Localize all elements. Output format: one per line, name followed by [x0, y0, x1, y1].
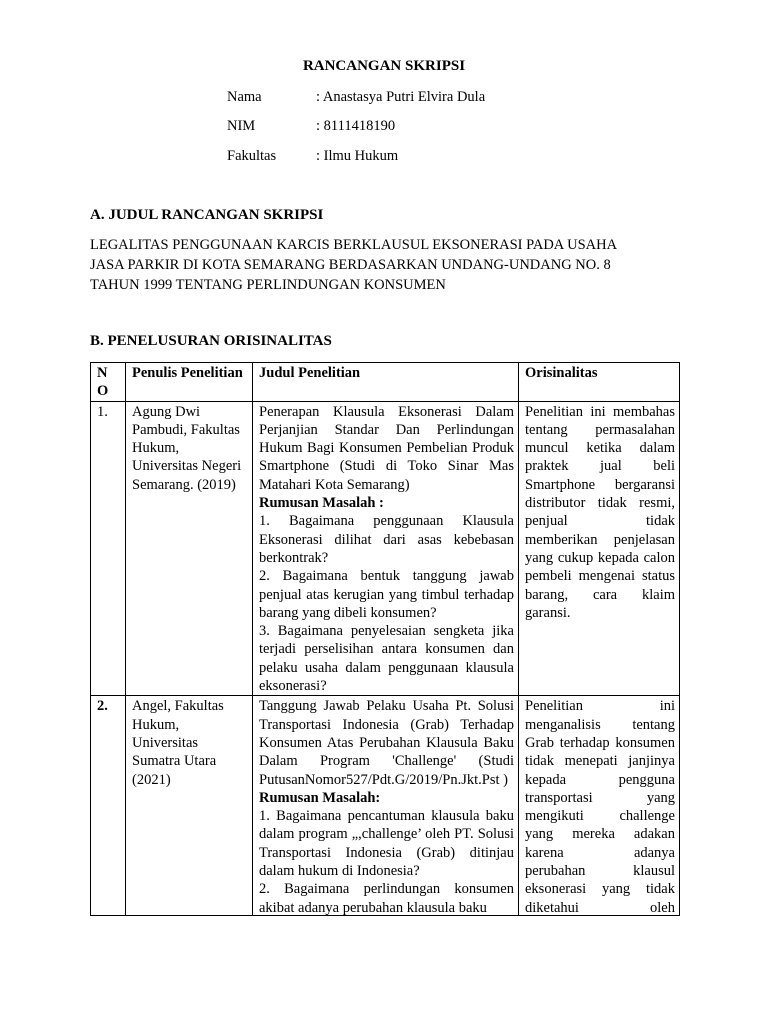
- row-title: Penerapan Klausula Eksonerasi Dalam Perjanjian Standar Dan Perlindungan Hukum Bagi Konsumen Pembelian Produk Smartphone (Studi di Toko Sinar Mas Matahari Kota Semarang): [259, 403, 514, 493]
- thesis-title-line: LEGALITAS PENGGUNAAN KARCIS BERKLAUSUL EKSONERASI PADA USAHA: [90, 237, 618, 253]
- originality-line: Penelitian ini: [525, 698, 675, 715]
- problem-item: 3. Bagaimana penyelesaian sengketa jika terjadi perselisihan antara konsumen dan pelaku usaha dalam penggunaan klausula eksonerasi?: [259, 623, 514, 695]
- originality-line: transportasi yang: [525, 789, 675, 806]
- table-row: [91, 696, 680, 916]
- originality-line: mengikuti challenge: [525, 808, 675, 825]
- header-originality: Orisinalitas: [519, 363, 680, 402]
- problem-item: 2. Bagaimana perlindungan konsumen akibat adanya perubahan klausula baku: [259, 881, 514, 916]
- originality-line: diketahui oleh: [525, 899, 675, 916]
- header-author: Penulis Penelitian: [126, 363, 253, 402]
- problem-item: 1. Bagaimana penggunaan Klausula Eksonerasi dilihat dari asas kebebasan berkontrak?: [259, 513, 514, 566]
- problem-formulation-label: Rumusan Masalah :: [259, 495, 384, 512]
- originality-line: eksonerasi yang tidak: [525, 881, 675, 898]
- nim-label: NIM: [227, 118, 256, 134]
- row-title: Tanggung Jawab Pelaku Usaha Pt. Solusi Transportasi Indonesia (Grab) Terhadap Konsumen Atas Perubahan Klausula Baku Dalam Program 'Challenge' (Studi PutusanNomor527/Pdt.G/2019/Pn.Jkt.Pst ): [259, 698, 514, 788]
- header-title: Judul Penelitian: [253, 363, 519, 402]
- originality-line: Grab terhadap konsumen: [525, 734, 675, 751]
- section-a-heading: A. JUDUL RANCANGAN SKRIPSI: [90, 207, 324, 223]
- originality-line: perubahan klausul: [525, 863, 675, 880]
- name-label: Nama: [227, 89, 262, 105]
- faculty-value: : Ilmu Hukum: [316, 148, 399, 164]
- originality-line: menganalisis tentang: [525, 716, 675, 733]
- thesis-title-line: TAHUN 1999 TENTANG PERLINDUNGAN KONSUMEN: [90, 277, 446, 293]
- row-number: 1.: [91, 401, 126, 696]
- faculty-label: Fakultas: [227, 148, 277, 164]
- originality-table: [90, 362, 680, 916]
- header-no: N O: [91, 363, 126, 402]
- row-number: 2.: [91, 696, 126, 916]
- originality-line: yang mereka adakan: [525, 826, 675, 843]
- thesis-title-line: JASA PARKIR DI KOTA SEMARANG BERDASARKAN UNDANG-UNDANG NO. 8: [90, 257, 611, 273]
- document-title: RANCANGAN SKRIPSI: [302, 58, 466, 74]
- thesis-title: [90, 235, 690, 295]
- row-title-cell: [253, 696, 519, 916]
- problem-item: 2. Bagaimana bentuk tanggung jawab penjual atas kerugian yang timbul terhadap barang yang dibeli konsumen?: [259, 568, 514, 621]
- nim-value: : 8111418190: [316, 118, 396, 134]
- originality-line: tidak menepati janjinya: [525, 753, 675, 770]
- row-author: Agung Dwi Pambudi, Fakultas Hukum, Universitas Negeri Semarang. (2019): [126, 401, 253, 696]
- row-originality: Penelitian ini membahas tentang permasalahan muncul ketika dalam praktek jual beli Smartphone bergaransi distributor tidak resmi, penjual tidak memberikan penjelasan yang cukup kepada calon pembeli mengenai status barang, cara klaim garansi.: [519, 401, 680, 696]
- originality-line: kepada pengguna: [525, 771, 675, 788]
- problem-formulation-label: Rumusan Masalah:: [259, 789, 381, 806]
- name-value: : Anastasya Putri Elvira Dula: [316, 89, 486, 105]
- problem-item: 1. Bagaimana pencantuman klausula baku dalam program „,challenge’ oleh PT. Solusi Transportasi Indonesia (Grab) ditinjau dalam hukum di Indonesia?: [259, 808, 514, 880]
- row-originality: [519, 696, 680, 916]
- table-row: [91, 401, 680, 696]
- section-b-heading: B. PENELUSURAN ORISINALITAS: [90, 333, 332, 349]
- row-title-cell: [253, 401, 519, 696]
- originality-line: karena adanya: [525, 844, 675, 861]
- row-author: Angel, Fakultas Hukum, Universitas Sumatra Utara (2021): [126, 696, 253, 916]
- table-header-row: [91, 363, 680, 402]
